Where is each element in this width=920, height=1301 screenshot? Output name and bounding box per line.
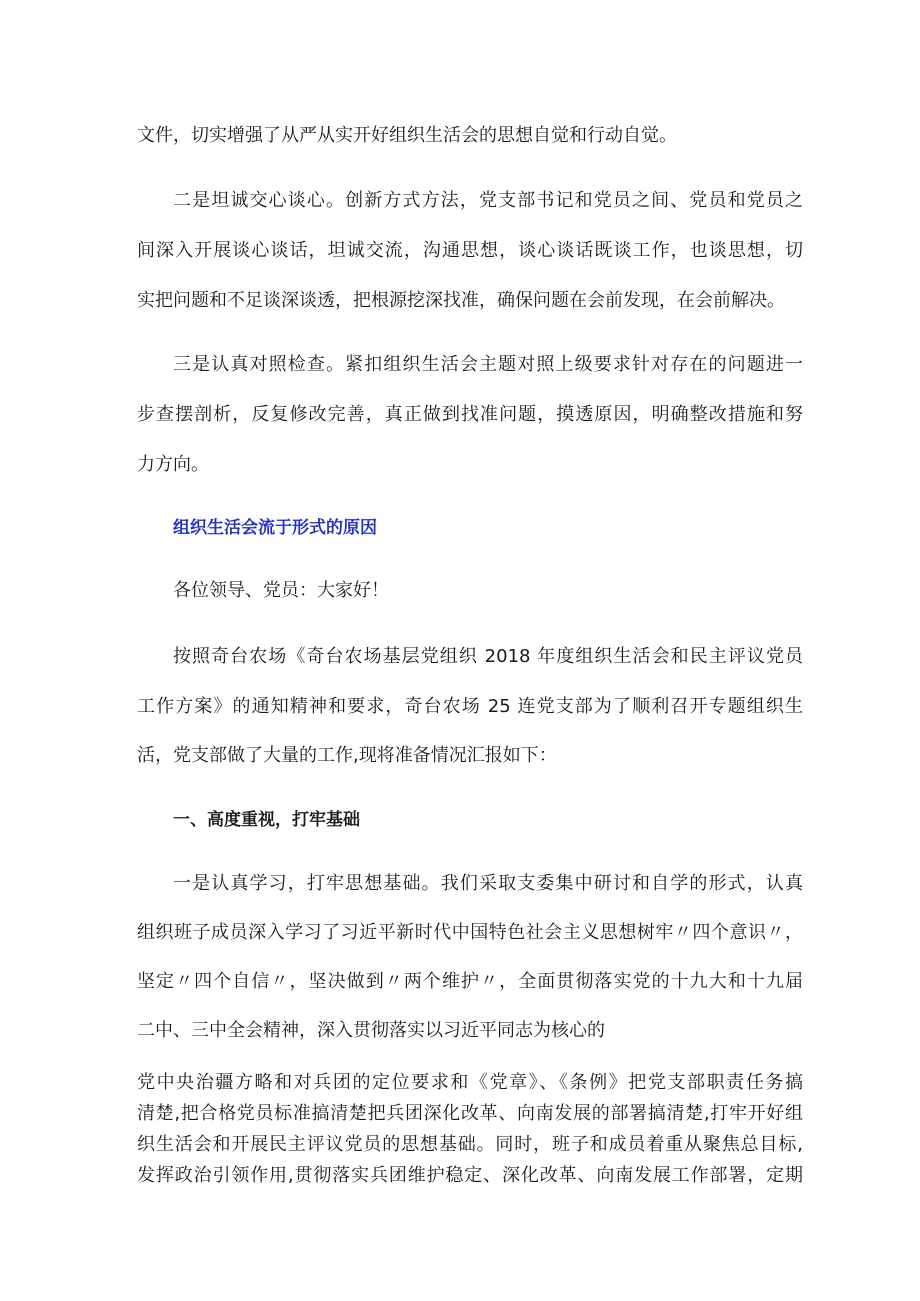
paragraph-line: 组织班子成员深入学习了习近平新时代中国特色社会主义思想树牢〃四个意识〃， [137, 922, 803, 943]
greeting: 各位领导、党员：大家好！ [173, 580, 389, 601]
paragraph-line: 党中央治疆方略和对兵团的定位要求和《党章》、《条例》把党支部职责任务搞 [137, 1072, 803, 1093]
paragraph-line: 发挥政治引领作用,贯彻落实兵团维护稳定、深化改革、向南发展工作部署，定期 [137, 1165, 803, 1186]
paragraph-line: 力方向。 [137, 454, 209, 475]
paragraph-line: 二是坦诚交心谈心。创新方式方法，党支部书记和党员之间、党员和党员之 [173, 190, 803, 211]
paragraph-line: 坚定〃四个自信〃，坚决做到〃两个维护〃，全面贯彻落实党的十九大和十九届 [137, 971, 803, 992]
section-title: 组织生活会流于形式的原因 [173, 518, 377, 538]
paragraph-line: 步查摆剖析，反复修改完善，真正做到找准问题，摸透原因，明确整改措施和努 [137, 404, 803, 425]
heading-1: 一、高度重视，打牢基础 [173, 810, 360, 830]
paragraph-line: 文件，切实增强了从严从实开好组织生活会的思想自觉和行动自觉。 [137, 125, 677, 146]
paragraph-line: 工作方案》的通知精神和要求，奇台农场 25 连党支部为了顺利召开专题组织生 [137, 696, 803, 717]
paragraph-line: 织生活会和开展民主评议党员的思想基础。同时，班子和成员着重从聚焦总目标, [137, 1134, 803, 1155]
paragraph-line: 实把问题和不足谈深谈透，把根源挖深找准，确保问题在会前发现，在会前解决。 [137, 290, 785, 311]
paragraph-line: 按照奇台农场《奇台农场基层党组织 2018 年度组织生活会和民主评议党员 [173, 646, 803, 667]
paragraph-line: 一是认真学习，打牢思想基础。我们采取支委集中研讨和自学的形式，认真 [173, 873, 803, 894]
paragraph-line: 清楚,把合格党员标准搞清楚把兵团深化改革、向南发展的部署搞清楚,打牢开好组 [137, 1103, 803, 1124]
paragraph-line: 活，党支部做了大量的工作,现将准备情况汇报如下： [137, 745, 557, 766]
paragraph-line: 三是认真对照检查。紧扣组织生活会主题对照上级要求针对存在的问题进一 [173, 354, 803, 375]
paragraph-line: 二中、三中全会精神，深入贯彻落实以习近平同志为核心的 [137, 1020, 605, 1041]
paragraph-line: 间深入开展谈心谈话，坦诚交流，沟通思想，谈心谈话既谈工作，也谈思想，切 [137, 240, 803, 261]
